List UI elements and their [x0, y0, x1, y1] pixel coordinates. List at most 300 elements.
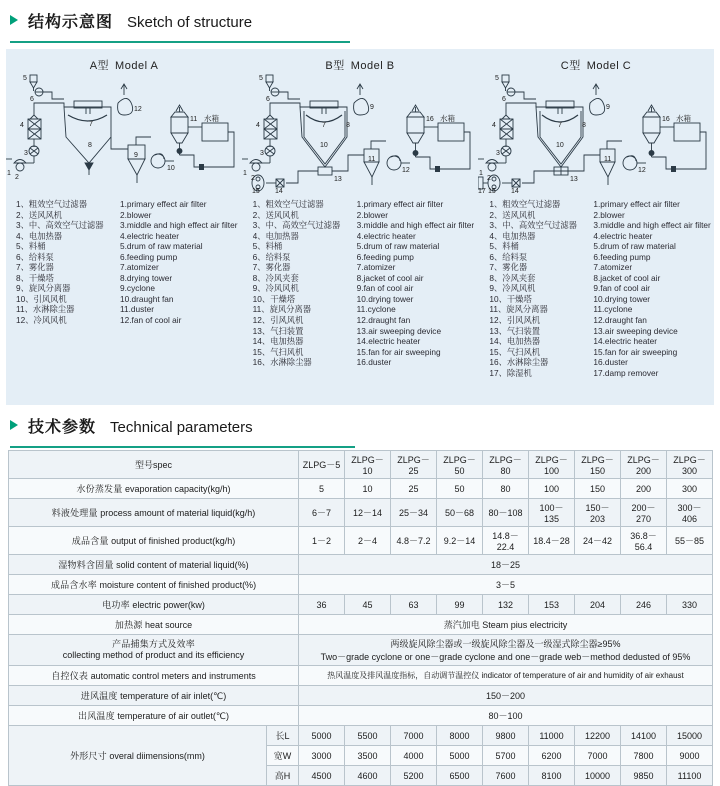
- cell: 5200: [391, 766, 437, 786]
- list-item: 3、中、高效空气过滤器: [489, 220, 577, 231]
- list-item: 2.blower: [120, 209, 152, 220]
- svg-text:4: 4: [256, 122, 260, 129]
- structure-heading-en: Sketch of structure: [127, 14, 253, 31]
- cell-merged-line1: 两级旋风除尘器或一级旋风除尘器及一级湿式除尘器≥95%: [390, 639, 621, 649]
- list-item: 15.fan for air sweeping: [356, 346, 441, 357]
- row-label: [9, 595, 299, 615]
- svg-text:11: 11: [190, 116, 198, 123]
- svg-text:水箱: 水箱: [204, 114, 219, 123]
- cell: 6500: [437, 766, 483, 786]
- row-label: [9, 635, 299, 666]
- cell: 2－4: [345, 527, 391, 555]
- legend-c-en-list: [593, 199, 714, 378]
- list-item: 17、除湿机: [489, 367, 532, 378]
- dimension-row-label: 高H: [267, 766, 299, 786]
- list-item: 11、旋风分离器: [489, 304, 548, 315]
- list-item: 8.jacket of cool air: [356, 272, 424, 283]
- cell-merged: 150－200: [299, 686, 713, 706]
- list-item: 10、干燥塔: [252, 293, 296, 304]
- cell: 5500: [345, 726, 391, 746]
- list-item: 5、料桶: [252, 241, 283, 252]
- row-label-en: solid content of material liquid(%): [116, 560, 249, 570]
- list-item: 11、旋风分离器: [252, 304, 312, 315]
- cell: 12200: [575, 726, 621, 746]
- list-item: 7.atomizer: [593, 262, 633, 273]
- row-label-cn: 进风温度: [80, 691, 118, 701]
- cell-merged: 80－100: [299, 706, 713, 726]
- model-b-title-en: Model B: [350, 60, 395, 72]
- cell: 14.8－22.4: [483, 527, 529, 555]
- row-label-en: heat source: [145, 620, 193, 630]
- cell: 4600: [345, 766, 391, 786]
- cell: 10: [345, 479, 391, 499]
- list-item: 2.blower: [593, 209, 625, 220]
- cell: 4000: [391, 746, 437, 766]
- row-label: [9, 499, 299, 527]
- list-item: 10.draught fan: [120, 293, 174, 304]
- cell: 6－7: [299, 499, 345, 527]
- row-label-en: evaporation capacity(kg/h): [124, 484, 231, 494]
- cell: 7000: [391, 726, 437, 746]
- list-item: 17.damp remover: [593, 367, 659, 378]
- cell: 1－2: [299, 527, 345, 555]
- list-item: 2、送风风机: [16, 209, 63, 220]
- list-item: 1、粗效空气过滤器: [16, 199, 87, 209]
- list-item: 3.middle and high effect air filter: [593, 220, 711, 231]
- list-item: 12、引风风机: [252, 315, 304, 326]
- list-item: 15、气扫风机: [252, 346, 304, 357]
- spec-label-cell: 型号spec: [9, 451, 299, 479]
- cell: 200－270: [621, 499, 667, 527]
- list-item: 16.duster: [356, 357, 392, 368]
- cell: 100: [529, 479, 575, 499]
- legend-a-en-list: [120, 199, 241, 378]
- cell: 5000: [437, 746, 483, 766]
- svg-text:9: 9: [606, 104, 610, 111]
- cell: 24－42: [575, 527, 621, 555]
- list-item: 11、水淋除尘器: [16, 304, 75, 315]
- legend-row: [6, 191, 714, 378]
- triangle-bullet-icon: [10, 15, 18, 25]
- model-b-title-cn: B型: [325, 60, 345, 72]
- svg-text:8: 8: [88, 142, 92, 149]
- svg-text:12: 12: [402, 167, 410, 174]
- svg-text:9: 9: [370, 104, 374, 111]
- list-item: 3、中、高效空气过滤器: [16, 220, 104, 231]
- cell: 9800: [483, 726, 529, 746]
- list-item: 14.electric heater: [356, 336, 421, 347]
- table-row-spec-header: [9, 451, 713, 479]
- list-item: 16.duster: [593, 357, 628, 368]
- structure-heading-rule: [10, 41, 350, 43]
- list-item: 6、给料泵: [252, 251, 291, 262]
- list-item: 10.drying tower: [356, 293, 414, 304]
- svg-text:水箱: 水箱: [440, 114, 455, 123]
- cell: 63: [391, 595, 437, 615]
- svg-text:6: 6: [502, 96, 506, 103]
- list-item: 9.fan of cool air: [593, 283, 651, 294]
- diagram-row: [6, 49, 714, 191]
- cell: 15000: [667, 726, 713, 746]
- row-label: [9, 666, 299, 686]
- model-header-cell: ZLPG－300: [667, 451, 713, 479]
- cell: 55－85: [667, 527, 713, 555]
- list-item: 13.air sweeping device: [593, 325, 678, 336]
- list-item: 10.drying tower: [593, 293, 651, 304]
- model-header-cell: ZLPG－5: [299, 451, 345, 479]
- model-header-cell: ZLPG－25: [391, 451, 437, 479]
- cell: 80－108: [483, 499, 529, 527]
- triangle-bullet-icon: [10, 420, 18, 430]
- cell-merged: [299, 635, 713, 666]
- row-label: [9, 686, 299, 706]
- cell: 6200: [529, 746, 575, 766]
- parameters-heading-rule: [10, 446, 355, 448]
- list-item: 1.primary effect air filter: [593, 199, 680, 209]
- list-item: 7、雾化器: [252, 262, 291, 273]
- cell: 11100: [667, 766, 713, 786]
- svg-text:1: 1: [7, 170, 11, 177]
- cell-merged: 18－25: [299, 555, 713, 575]
- model-a-svg-wrap: [6, 71, 242, 196]
- svg-text:14: 14: [275, 188, 283, 193]
- table-row: [9, 666, 713, 686]
- row-label-en: electric power(kw): [132, 600, 205, 610]
- diagram-model-c: [478, 49, 714, 191]
- svg-text:10: 10: [320, 142, 328, 149]
- parameters-section: [0, 405, 720, 786]
- svg-text:1: 1: [243, 170, 247, 177]
- legend-b-cn-list: [253, 199, 357, 378]
- row-label: [9, 527, 299, 555]
- model-a-title-en: Model A: [115, 60, 159, 72]
- cell: 153: [529, 595, 575, 615]
- row-label-en: process amount of material liquid(kg/h): [100, 508, 256, 518]
- row-label-cn: 成品含水率: [50, 580, 97, 590]
- table-row: [9, 615, 713, 635]
- svg-text:5: 5: [495, 75, 499, 82]
- table-row: [9, 575, 713, 595]
- list-item: 13、气扫装置: [489, 325, 541, 336]
- model-header-cell: ZLPG－150: [575, 451, 621, 479]
- svg-text:3: 3: [496, 150, 500, 157]
- model-header-cell: ZLPG－100: [529, 451, 575, 479]
- svg-text:14: 14: [511, 188, 519, 193]
- list-item: 5、料桶: [489, 241, 519, 252]
- model-c-title-en: Model C: [586, 60, 632, 72]
- svg-text:1: 1: [479, 170, 483, 177]
- list-item: 6.feeding pump: [356, 251, 414, 262]
- cell: 50: [437, 479, 483, 499]
- list-item: 7、雾化器: [16, 262, 54, 273]
- cell: 330: [667, 595, 713, 615]
- list-item: 4、电加热器: [16, 230, 63, 241]
- list-item: 7、雾化器: [489, 262, 528, 273]
- svg-text:2: 2: [487, 175, 491, 182]
- svg-text:13: 13: [334, 176, 342, 183]
- svg-text:8: 8: [346, 122, 350, 129]
- cell: 3500: [345, 746, 391, 766]
- cell: 9850: [621, 766, 667, 786]
- cell: 50－68: [437, 499, 483, 527]
- model-b-flow-diagram: [242, 71, 482, 193]
- svg-text:7: 7: [322, 122, 326, 129]
- svg-text:水箱: 水箱: [676, 114, 691, 123]
- cell: 8100: [529, 766, 575, 786]
- list-item: 12.fan of cool air: [120, 315, 182, 326]
- list-item: 12.draught fan: [593, 315, 647, 326]
- model-c-svg-wrap: [478, 71, 714, 198]
- list-item: 16、水淋除尘器: [489, 357, 549, 368]
- svg-text:3: 3: [24, 150, 28, 157]
- list-item: 8.drying tower: [120, 272, 173, 283]
- table-row: [9, 595, 713, 615]
- cell: 36: [299, 595, 345, 615]
- cell: 9000: [667, 746, 713, 766]
- list-item: 5.drum of raw material: [356, 241, 440, 252]
- list-item: 1、粗效空气过滤器: [252, 199, 324, 209]
- svg-text:10: 10: [556, 142, 564, 149]
- list-item: 1、粗效空气过滤器: [489, 199, 561, 209]
- model-c-title: [478, 49, 714, 73]
- list-item: 9、冷风风机: [252, 283, 299, 294]
- list-item: 9、旋风分离器: [16, 283, 71, 294]
- list-item: 15、气扫风机: [489, 346, 541, 357]
- cell: 150－203: [575, 499, 621, 527]
- parameters-heading-cn: 技术参数: [28, 419, 97, 436]
- dimensions-label-cn: 外形尺寸: [70, 751, 107, 761]
- svg-text:11: 11: [368, 156, 376, 163]
- row-label-en: output of finished product(kg/h): [111, 536, 236, 546]
- diagram-panel: [6, 49, 714, 405]
- diagram-model-b: [242, 49, 478, 191]
- svg-text:4: 4: [492, 122, 496, 129]
- row-label-en: moisture content of finished product(%): [99, 580, 257, 590]
- cell: 246: [621, 595, 667, 615]
- list-item: 4.electric heater: [356, 230, 416, 241]
- table-row: [9, 635, 713, 666]
- cell: 5700: [483, 746, 529, 766]
- row-label-cn: 成品含量: [71, 536, 109, 546]
- table-row: [9, 706, 713, 726]
- dimensions-label-text: [12, 749, 263, 762]
- model-c-flow-diagram: [478, 71, 718, 193]
- legend-a-cn-list: [16, 199, 120, 378]
- row-label-en: automatic control meters and instruments: [90, 671, 256, 681]
- svg-text:13: 13: [570, 176, 578, 183]
- svg-text:15: 15: [488, 188, 496, 193]
- cell: 12－14: [345, 499, 391, 527]
- cell: 4500: [299, 766, 345, 786]
- row-label: [9, 575, 299, 595]
- row-label-cn: 自控仪表: [51, 671, 89, 681]
- row-label-cn: 加热源: [114, 620, 143, 630]
- spec-table-wrap: [8, 450, 712, 786]
- list-item: 5、料桶: [16, 241, 46, 252]
- list-item: 12.draught fan: [356, 315, 411, 326]
- list-item: 7.atomizer: [120, 262, 159, 273]
- cell-merged: 蒸汽加电 Steam pius electricity: [299, 615, 713, 635]
- row-label-en: temperature of air inlet(℃): [120, 691, 227, 701]
- list-item: 9.cyclone: [120, 283, 156, 294]
- list-item: 16、水淋除尘器: [252, 357, 312, 368]
- legend-model-a: [6, 199, 241, 378]
- list-item: 8、冷风夹套: [489, 272, 536, 283]
- list-item: 5.drum of raw material: [120, 241, 203, 252]
- cell: 14100: [621, 726, 667, 746]
- diagram-model-a: [6, 49, 242, 191]
- dimensions-label-en: overal diimensions(mm): [109, 751, 205, 761]
- cell: 9.2－14: [437, 527, 483, 555]
- row-label-en: collecting method of product and its efficiency: [62, 650, 245, 660]
- svg-text:5: 5: [23, 75, 27, 82]
- svg-text:12: 12: [134, 106, 142, 113]
- list-item: 7.atomizer: [356, 262, 396, 273]
- parameters-heading-en: Technical parameters: [110, 419, 253, 436]
- model-header-cell: ZLPG－200: [621, 451, 667, 479]
- list-item: 13、气扫装置: [252, 325, 304, 336]
- cell: 45: [345, 595, 391, 615]
- svg-text:3: 3: [260, 150, 264, 157]
- cell: 204: [575, 595, 621, 615]
- list-item: 6.feeding pump: [593, 251, 651, 262]
- cell: 8000: [437, 726, 483, 746]
- svg-text:2: 2: [15, 174, 19, 181]
- list-item: 4.electric heater: [593, 230, 653, 241]
- row-label-cn: 湿物料含固量: [58, 560, 114, 570]
- structure-heading-cn: 结构示意图: [28, 14, 114, 31]
- list-item: 3.middle and high effect air filter: [356, 220, 475, 231]
- row-label: [9, 479, 299, 499]
- list-item: 8.jacket of cool air: [593, 272, 661, 283]
- list-item: 12、引风风机: [489, 315, 541, 326]
- dimension-row-label: 宽W: [267, 746, 299, 766]
- cell: 300－406: [667, 499, 713, 527]
- table-row: [9, 555, 713, 575]
- cell: 5: [299, 479, 345, 499]
- legend-b-en-list: [357, 199, 478, 378]
- list-item: 3、中、高效空气过滤器: [252, 220, 341, 231]
- list-item: 11.cyclone: [356, 304, 396, 315]
- list-item: 12、冷风风机: [16, 315, 67, 326]
- model-a-title: [6, 49, 242, 73]
- svg-text:2: 2: [251, 175, 255, 182]
- list-item: 4、电加热器: [489, 230, 536, 241]
- svg-text:8: 8: [582, 122, 586, 129]
- legend-c-cn-list: [489, 199, 593, 378]
- table-row: [9, 686, 713, 706]
- row-label: [9, 615, 299, 635]
- row-label-cn: 出风温度: [78, 711, 115, 721]
- legend-model-c: [477, 199, 714, 378]
- parameters-section-heading: [0, 405, 720, 443]
- dimension-row-label: 长L: [267, 726, 299, 746]
- table-row: [9, 527, 713, 555]
- list-item: 11.duster: [120, 304, 154, 315]
- svg-text:4: 4: [20, 122, 24, 129]
- list-item: 3.middle and high effect air filter: [120, 220, 238, 231]
- svg-text:5: 5: [259, 75, 263, 82]
- cell: 100－135: [529, 499, 575, 527]
- list-item: 11.cyclone: [593, 304, 633, 315]
- cell: 132: [483, 595, 529, 615]
- model-header-cell: ZLPG－50: [437, 451, 483, 479]
- cell-merged: 3－5: [299, 575, 713, 595]
- cell: 150: [575, 479, 621, 499]
- list-item: 4、电加热器: [252, 230, 299, 241]
- svg-text:6: 6: [30, 96, 34, 103]
- list-item: 14、电加热器: [489, 336, 541, 347]
- list-item: 8、冷风夹套: [252, 272, 299, 283]
- model-c-title-cn: C型: [560, 60, 581, 72]
- svg-text:16: 16: [662, 116, 670, 123]
- list-item: 2.blower: [356, 209, 389, 220]
- list-item: 10、干燥塔: [489, 293, 532, 304]
- cell: 99: [437, 595, 483, 615]
- list-item: 1.primary effect air filter: [356, 199, 444, 209]
- table-row: [9, 479, 713, 499]
- list-item: 5.drum of raw material: [593, 241, 676, 252]
- model-header-cell: ZLPG－80: [483, 451, 529, 479]
- cell: 5000: [299, 726, 345, 746]
- svg-text:12: 12: [638, 167, 646, 174]
- svg-text:9: 9: [134, 152, 138, 159]
- svg-text:6: 6: [266, 96, 270, 103]
- model-a-title-cn: A型: [89, 60, 110, 72]
- table-row: [9, 726, 713, 746]
- list-item: 1.primary effect air filter: [120, 199, 207, 209]
- model-b-svg-wrap: [242, 71, 478, 198]
- cell: 300: [667, 479, 713, 499]
- cell: 18.4－28: [529, 527, 575, 555]
- cell-merged: 热风温度及排风温度指标，自动调节温控仪 indicator of temperature of air and humidity of air exhaust: [299, 666, 713, 686]
- cell: 7800: [621, 746, 667, 766]
- list-item: 14、电加热器: [252, 336, 304, 347]
- row-label-en: temperature of air outlet(℃): [117, 711, 229, 721]
- svg-text:15: 15: [252, 188, 260, 193]
- cell: 3000: [299, 746, 345, 766]
- cell: 4.8－7.2: [391, 527, 437, 555]
- list-item: 10、引风风机: [16, 293, 67, 304]
- cell: 11000: [529, 726, 575, 746]
- list-item: 13.air sweeping device: [356, 325, 442, 336]
- list-item: 9.fan of cool air: [356, 283, 414, 294]
- dimensions-label: [9, 726, 267, 786]
- model-b-title: [242, 49, 478, 73]
- list-item: 4.electric heater: [120, 230, 180, 241]
- svg-text:7: 7: [89, 121, 93, 128]
- list-item: 2、送风风机: [489, 209, 536, 220]
- list-item: 6、给料泵: [489, 251, 528, 262]
- cell: 7600: [483, 766, 529, 786]
- cell: 200: [621, 479, 667, 499]
- row-label-cn: 料液处理量: [51, 508, 98, 518]
- svg-text:16: 16: [426, 116, 434, 123]
- cell: 25: [391, 479, 437, 499]
- spec-table: [8, 450, 713, 786]
- row-label: [9, 706, 299, 726]
- model-a-flow-diagram: [6, 71, 246, 191]
- svg-text:11: 11: [604, 156, 612, 163]
- structure-section-heading: [0, 0, 720, 38]
- list-item: 14.electric heater: [593, 336, 657, 347]
- model-header-cell: ZLPG－10: [345, 451, 391, 479]
- svg-text:17: 17: [478, 188, 486, 193]
- cell: 7000: [575, 746, 621, 766]
- row-label-cn: 电功率: [102, 600, 130, 610]
- legend-model-b: [241, 199, 478, 378]
- cell-merged-line2: Two－grade cyclone or one－grade cyclone and one－grade web－method dedusted of 95%: [320, 652, 691, 662]
